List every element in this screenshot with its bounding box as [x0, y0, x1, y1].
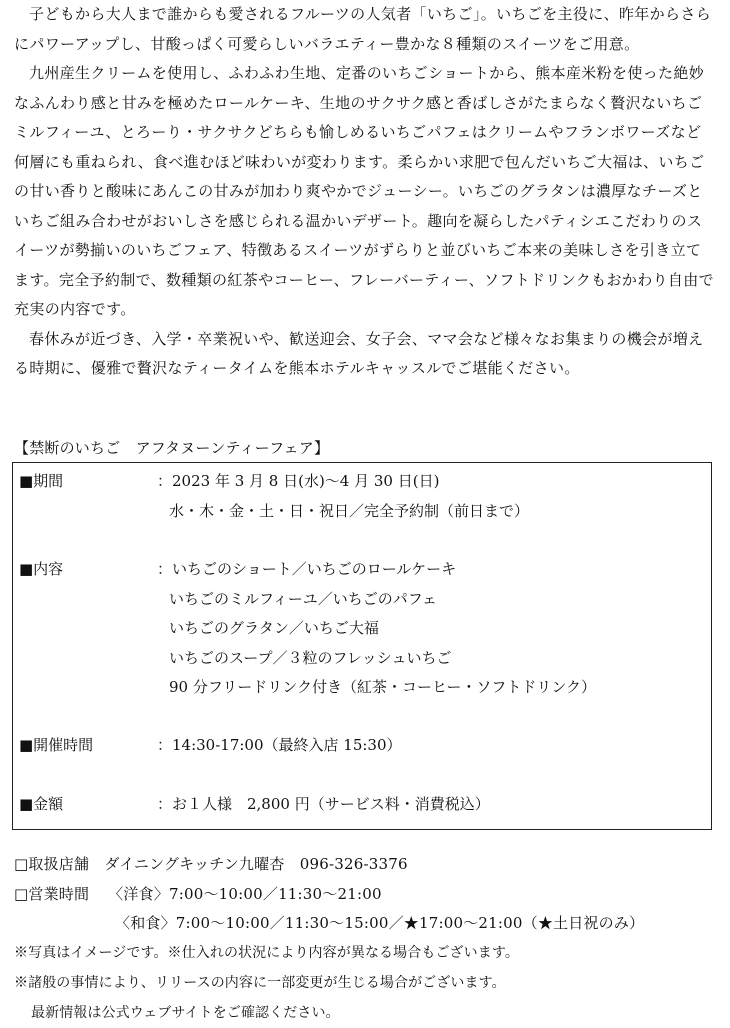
hours-value: ：14:30-17:00（最終入店 15:30） [157, 736, 402, 754]
note-line: ※諸般の事情により、リリースの内容に一部変更が生じる場合がございます。 [14, 975, 506, 991]
western-hours: 〈洋食〉7:00～10:00／11:30～21:00 [108, 884, 382, 903]
period-dates: ：2023 年 3 月 8 日(水)～4 月 30 日(日) [157, 472, 440, 490]
contents-line: いちごのグラタン／いちご大福 [169, 619, 379, 637]
period-label: ■期間 [19, 472, 64, 490]
store-line: □取扱店舗 ダイニングキッチン九曜杏 096-326-3376 [14, 855, 408, 873]
shop-info [14, 850, 716, 939]
period-days: 水・木・金・土・日・祝日／完全予約制（前日まで） [169, 501, 530, 520]
notes [14, 938, 716, 1028]
contents-label: ■内容 [19, 560, 64, 578]
period-value [157, 467, 529, 526]
fair-details-box [12, 462, 712, 830]
japanese-hours: 〈和食〉7:00～10:00／11:30～15:00／★17:00～21:00（★土日祝のみ） [115, 914, 645, 932]
contents-line: 90 分フリードリンク付き（紅茶・コーヒー・ソフトドリンク） [169, 678, 597, 696]
note-line: 最新情報は公式ウェブサイトをご確認ください。 [31, 1005, 340, 1021]
intro-paragraph: 子どもから大人まで誰からも愛されるフルーツの人気者「いちご」。いちごを主役に、昨年からさらにパワーアップし、甘酸っぱく可愛らしいバラエティー豊かな８種類のスイーツをご用意。 [14, 5, 712, 53]
intro-paragraph: 九州産生クリームを使用し、ふわふわ生地、定番のいちごショートから、熊本産米粉を使った絶妙なふんわり感と甘みを極めたロールケーキ、生地のサクサク感と香ばしさがたまらなく贅沢ないちごミルフィーユ、とろーり・サクサクどちらも愉しめるいちごパフェはクリームやフランボワーズなど何層にも重ねられ、食べ進むほど味わいが変わります。柔らかい求肥で包んだいちご大福は、いちごの甘い香りと酸味にあんこの甘みが加わり爽やかでジューシー。いちごのグラタンは濃厚なチーズといちご組み合わせがおいしさを感じられる温かいデザート。趣向を凝らしたパティシエこだわりのスイーツが勢揃いのいちごフェア、特徴あるスイーツがずらりと並びいちご本来の美味しさを引き立てます。完全予約制で、数種類の紅茶やコーヒー、フレーバーティー、ソフトドリンクもおかわり自由で充実の内容です。 [14, 64, 714, 318]
price-value: ：お１人様 2,800 円（サービス料・消費税込） [157, 795, 490, 813]
contents-line: いちごのスープ／３粒のフレッシュいちご [169, 648, 452, 667]
hours-label: ■開催時間 [19, 736, 94, 754]
price-label: ■金額 [19, 795, 64, 813]
intro-text [14, 0, 716, 384]
intro-paragraph: 春休みが近づき、入学・卒業祝いや、歓送迎会、女子会、ママ会など様々なお集まりの機会が増える時期に、優雅で贅沢なティータイムを熊本ホテルキャッスルでご堪能ください。 [14, 329, 704, 377]
contents-line: いちごのミルフィーユ／いちごのパフェ [169, 589, 438, 608]
contents-line: ：いちごのショート／いちごのロールケーキ [157, 560, 457, 578]
note-line: ※写真はイメージです。※仕入れの状況により内容が異なる場合もございます。 [14, 945, 519, 961]
contents-value [157, 555, 596, 703]
fair-title: 【禁断のいちご アフタヌーンティーフェア】 [14, 439, 330, 457]
business-hours-line [14, 880, 716, 910]
business-hours-label: □営業時間 [14, 884, 90, 903]
